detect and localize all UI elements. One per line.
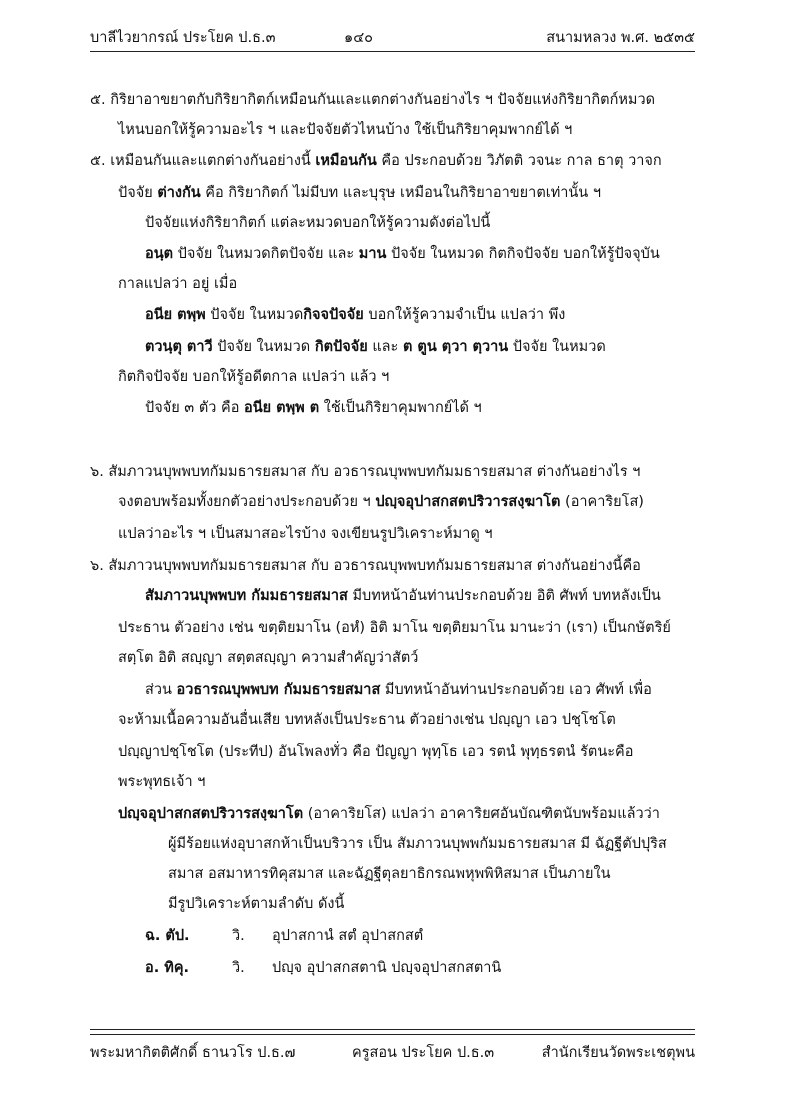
text-line — [118, 120, 572, 140]
text-run: ผู้มีร้อยแห่งอุบาสกห้าเป็นบริวาร เป็น สัมภาวนบุพพกัมมธารยสมาส มี ฉัฏฐีตัปปุริส — [168, 836, 667, 852]
text-line — [168, 834, 667, 854]
header-book-title: บาลีไวยากรณ์ ประโยค ป.ธ.๓ — [90, 30, 276, 46]
text-run: (อาคาริยโส) แปลว่า อาคาริยศอันบัณฑิตนับพร้อมแล้วว่า — [303, 806, 660, 822]
text-line — [118, 524, 493, 544]
text-line — [145, 213, 490, 233]
bold-term: อนีย ตพฺพ ต — [244, 400, 320, 416]
bold-term: ปญฺจอุปาสกสตปริวารสงฺฆาโต — [375, 494, 561, 510]
text-run: ประธาน ตัวอย่าง เช่น ขตฺติยมาโน (อหํ) อิติ มาโน ขตฺติยมาโน มานะว่า (เรา) เป็นกษัตริย์ — [118, 620, 671, 636]
text-run: จะห้ามเนื้อความอันอื่นเสีย บทหลังเป็นประธาน ตัวอย่างเช่น ปญฺญา เอว ปชฺโชโต — [118, 712, 616, 728]
text-line — [118, 618, 671, 638]
text-line — [90, 462, 640, 482]
footer-author: พระมหากิตติศักดิ์ ธานวโร ป.ธ.๗ — [90, 1045, 296, 1061]
text-run: ปัจจัย ในหมวด — [212, 339, 315, 355]
text-line — [90, 90, 655, 110]
text-line — [118, 183, 601, 203]
bold-term: สัมภาวนบุพพบท กัมมธารยสมาส — [145, 588, 348, 604]
text-run: ไหนบอกให้รู้ความอะไร ฯ และปัจจัยตัวไหนบ้าง ใช้เป็นกิริยาคุมพากย์ได้ ฯ — [118, 122, 573, 138]
text-line — [118, 804, 660, 824]
text-run: ปัจจัยแห่งกิริยากิตก์ แต่ละหมวดบอกให้รู้ความดังต่อไปนี้ — [145, 215, 491, 231]
text-run: ๖. สัมภาวนบุพพบทกัมมธารยสมาส กับ อวธารณบุพพบทกัมมธารยสมาส ต่างกันอย่างไร ฯ — [90, 464, 641, 480]
analysis-label: อ. ทิคุ. — [145, 960, 190, 976]
analysis-marker: วิ. — [232, 960, 245, 976]
text-run: แปลว่าอะไร ฯ เป็นสมาสอะไรบ้าง จงเขียนรูปวิเคราะห์มาดู ฯ — [118, 526, 493, 542]
text-run: ปญฺญาปชฺโชโต (ประทีป) อันโพลงทั่ว คือ ปัญญา พุทฺโธ เอว รตนํ พุทฺธรตนํ รัตนะคือ — [118, 744, 634, 760]
text-run: ปัจจัย ในหมวด กิตกิจปัจจัย บอกให้รู้ปัจจุบัน — [386, 246, 660, 262]
analysis-marker: วิ. — [232, 928, 245, 944]
text-line — [145, 398, 482, 418]
footer-role: ครูสอน ประโยค ป.ธ.๓ — [352, 1045, 495, 1061]
text-line — [145, 586, 661, 606]
footer-rule-lower — [90, 1034, 695, 1035]
bold-term: อนฺต — [145, 246, 174, 262]
text-line — [145, 680, 652, 700]
text-run: กาลแปลว่า อยู่ เมื่อ — [118, 276, 238, 292]
bold-term: ต ตูน ตฺวา ตฺวาน — [402, 339, 509, 355]
text-run: มีรูปวิเคราะห์ตามลำดับ ดังนี้ — [168, 896, 345, 912]
bold-term: กิจจปัจจัย — [303, 307, 364, 323]
text-run: ปัจจัย ๓ ตัว คือ — [145, 400, 245, 416]
text-line — [118, 367, 389, 387]
text-run: พระพุทธเจ้า ฯ — [118, 774, 206, 790]
text-run: ส่วน — [145, 682, 177, 698]
text-line — [90, 556, 641, 576]
bold-term: ตวนฺตุ ตาวี — [145, 339, 213, 355]
text-line — [118, 772, 205, 792]
text-line — [145, 305, 565, 325]
header-exam-year: สนามหลวง พ.ศ. ๒๕๓๕ — [546, 30, 695, 46]
text-line — [118, 648, 418, 668]
text-line — [118, 274, 237, 294]
header-rule — [90, 51, 695, 52]
bold-term: อนีย ตพฺพ — [145, 307, 206, 323]
page-header — [90, 26, 695, 50]
text-run: จงตอบพร้อมทั้งยกตัวอย่างประกอบด้วย ฯ — [118, 494, 376, 510]
text-run: มีบทหน้าอันท่านประกอบด้วย อิติ ศัพท์ บทหลังเป็น — [347, 588, 661, 604]
bold-term: กิตปัจจัย — [314, 339, 368, 355]
footer-rule-upper — [90, 1029, 695, 1030]
text-run: ๕. กิริยาอาขยาตกับกิริยากิตก์เหมือนกันและแตกต่างกันอย่างไร ฯ ปัจจัยแห่งกิริยากิตก์หมวด — [90, 92, 656, 108]
text-run: ปัจจัย — [118, 185, 158, 201]
text-line — [90, 151, 662, 171]
analysis-formula: อุปาสกานํ สตํ อุปาสกสตํ — [272, 928, 424, 944]
bold-term: ปญฺจอุปาสกสตปริวารสงฺฆาโต — [118, 806, 304, 822]
text-run: มีบทหน้าอันท่านประกอบด้วย เอว ศัพท์ เพื่อ — [380, 682, 652, 698]
text-line — [168, 864, 611, 884]
text-line — [118, 742, 633, 762]
analysis-label: ฉ. ตัป. — [145, 928, 190, 944]
bold-term: เหมือนกัน — [315, 153, 377, 169]
text-run: ปัจจัย ในหมวด — [508, 339, 606, 355]
text-run: สมาส อสมาหารทิคุสมาส และฉัฏฐีตุลยาธิกรณพหุพพิหิสมาส เป็นภายใน — [168, 866, 611, 882]
text-line — [118, 492, 644, 512]
text-line — [145, 337, 606, 357]
bold-term: ต่างกัน — [157, 185, 201, 201]
text-run: ๕. เหมือนกันและแตกต่างกันอย่างนี้ — [90, 153, 316, 169]
page-footer — [90, 1041, 695, 1065]
text-run: สตฺโต อิติ สญฺญา สตฺตสญฺญา ความสำคัญว่าสัตว์ — [118, 650, 419, 666]
bold-term: อวธารณบุพพบท กัมมธารยสมาส — [176, 682, 381, 698]
text-run: และ — [367, 339, 403, 355]
text-run: บอกให้รู้ความจำเป็น แปลว่า พึง — [363, 307, 566, 323]
text-run: ใช้เป็นกิริยาคุมพากย์ได้ ฯ — [319, 400, 482, 416]
text-run: ๖. สัมภาวนบุพพบทกัมมธารยสมาส กับ อวธารณบุพพบทกัมมธารยสมาส ต่างกันอย่างนี้คือ — [90, 558, 641, 574]
text-line — [118, 710, 616, 730]
text-run: กิตกิจปัจจัย บอกให้รู้อดีตกาล แปลว่า แล้ว ฯ — [118, 369, 390, 385]
text-run: คือ ประกอบด้วย วิภัตติ วจนะ กาล ธาตุ วาจก — [376, 153, 662, 169]
footer-institution: สำนักเรียนวัดพระเชตุพน — [541, 1045, 695, 1061]
text-run: ปัจจัย ในหมวดกิตปัจจัย และ — [173, 246, 359, 262]
text-run: (อาคาริยโส) — [560, 494, 644, 510]
bold-term: มาน — [358, 246, 387, 262]
text-run: คือ กิริยากิตก์ ไม่มีบท และบุรุษ เหมือนในกิริยาอาขยาตเท่านั้น ฯ — [200, 185, 601, 201]
text-run: ปัจจัย ในหมวด — [205, 307, 304, 323]
header-page-number: ๑๔๐ — [344, 30, 374, 46]
text-line — [145, 244, 660, 264]
analysis-formula: ปญฺจ อุปาสกสตานิ ปญฺจอุปาสกสตานิ — [272, 960, 502, 976]
text-line — [168, 894, 344, 914]
